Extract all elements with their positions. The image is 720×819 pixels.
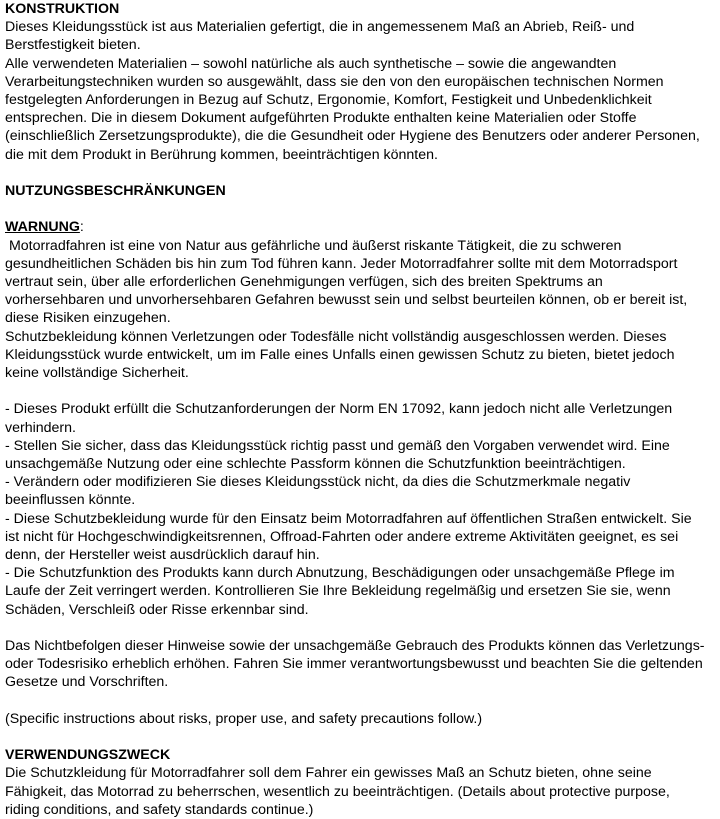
text-line: ist nicht für Hochgeschwindigkeitsrennen, Offroad-Fahrten oder andere extreme Aktivitäten geeignet, es sei bbox=[5, 528, 679, 545]
section-heading: VERWENDUNGSZWECK bbox=[5, 747, 171, 764]
paragraph-spacer bbox=[5, 382, 716, 400]
text-line: diese Risiken einzugehen. bbox=[5, 310, 171, 327]
text-line: (Specific instructions about risks, proper use, and safety precautions follow.) bbox=[5, 710, 483, 727]
text-line: Das Nichtbefolgen dieser Hinweise sowie der unsachgemäße Gebrauch des Produkts können das Verletzungs- bbox=[5, 638, 705, 655]
warning-line bbox=[5, 218, 716, 236]
text-line: Motorradfahren ist eine von Natur aus gefährliche und äußerst riskante Tätigkeit, die zu schweren bbox=[5, 237, 622, 254]
text-line: - Diese Schutzbekleidung wurde für den Einsatz beim Motorradfahren auf öffentlichen Straßen entwickelt. Sie bbox=[5, 510, 692, 527]
text-line: keine vollständige Sicherheit. bbox=[5, 365, 189, 382]
paragraph-spacer bbox=[5, 619, 716, 637]
text-line: Alle verwendeten Materialien – sowohl natürliche als auch synthetische – sowie die angewandten bbox=[5, 55, 617, 72]
text-line: entsprechen. Die in diesem Dokument aufgeführten Produkte enthalten keine Materialien oder Stoffe bbox=[5, 110, 637, 127]
text-line: Dieses Kleidungsstück ist aus Materialien gefertigt, die in angemessenem Maß an Abrieb, Reiß- und bbox=[5, 19, 635, 36]
text-line: gesundheitlichen Schäden bis hin zum Tod führen kann. Jeder Motorradfahrer sollte mit dem Motorradsport bbox=[5, 255, 678, 272]
text-line: Berstfestigkeit bieten. bbox=[5, 37, 141, 54]
text-line: oder Todesrisiko erheblich erhöhen. Fahren Sie immer verantwortungsbewusst und beachten Sie die geltenden bbox=[5, 656, 703, 673]
section-heading: NUTZUNGSBESCHRÄNKUNGEN bbox=[5, 183, 226, 200]
text-line: Gesetze und Vorschriften. bbox=[5, 674, 169, 691]
paragraph-spacer bbox=[5, 692, 716, 710]
text-line: Die Schutzkleidung für Motorradfahrer soll dem Fahrer ein gewisses Maß an Schutz bieten, ohne seine bbox=[5, 765, 652, 782]
text-line: die mit dem Produkt in Berührung kommen, beeinträchtigen könnten. bbox=[5, 146, 438, 163]
text-line: vorhersehbaren und unvorhersehbaren Gefahren bewusst sein und selbst beurteilen können, ob er bereit ist, bbox=[5, 292, 688, 309]
text-line: vertraut sein, über alle erforderlichen Genehmigungen verfügen, sich des breiten Spektrums an bbox=[5, 274, 603, 291]
text-line: denn, der Hersteller weist ausdrücklich darauf hin. bbox=[5, 547, 320, 564]
paragraph-spacer bbox=[5, 164, 716, 182]
text-line: Laufe der Zeit verringert werden. Kontrollieren Sie Ihre Bekleidung regelmäßig und ersetzen Sie sie, wenn bbox=[5, 583, 671, 600]
text-line: beeinflussen könnte. bbox=[5, 492, 136, 509]
text-line: - Die Schutzfunktion des Produkts kann durch Abnutzung, Beschädigungen oder unsachgemäße Pflege im bbox=[5, 565, 675, 582]
warning-label: WARNUNG bbox=[5, 219, 80, 236]
text-line: Schutzbekleidung können Verletzungen oder Todesfälle nicht vollständig ausgeschlossen werden. Dieses bbox=[5, 328, 667, 345]
text-line: Verarbeitungstechniken wurden so ausgewählt, dass sie den von den europäischen technischen Normen bbox=[5, 73, 664, 90]
text-line: (einschließlich Zersetzungsprodukte), die die Gesundheit oder Hygiene des Benutzers oder anderer Personen, bbox=[5, 128, 700, 145]
section-nutzungsbeschraenkungen bbox=[5, 182, 716, 728]
text-line: - Verändern oder modifizieren Sie dieses Kleidungsstück nicht, da dies die Schutzmerkmale negativ bbox=[5, 474, 631, 491]
text-line: riding conditions, and safety standards continue.) bbox=[5, 801, 314, 818]
text-line: verhindern. bbox=[5, 419, 76, 436]
section-heading: KONSTRUKTION bbox=[5, 1, 120, 17]
warning-colon: : bbox=[79, 219, 84, 236]
paragraph-spacer bbox=[5, 200, 716, 218]
section-konstruktion bbox=[5, 0, 716, 164]
text-line: - Dieses Produkt erfüllt die Schutzanforderungen der Norm EN 17092, kann jedoch nicht alle Verletzungen bbox=[5, 401, 673, 418]
section-verwendungszweck bbox=[5, 746, 716, 819]
text-line: Kleidungsstück wurde entwickelt, um im Falle eines Unfalls einen gewissen Schutz zu bieten, bietet jedoch bbox=[5, 346, 675, 363]
text-line: unsachgemäße Nutzung oder eine schlechte Passform können die Schutzfunktion beeinträchtigen. bbox=[5, 456, 626, 473]
text-line: Fähigkeit, das Motorrad zu beherrschen, wesentlich zu beeinträchtigen. (Details about protective purpose, bbox=[5, 783, 670, 800]
text-line: Schäden, Verschleiß oder Risse erkennbar sind. bbox=[5, 601, 309, 618]
paragraph-spacer bbox=[5, 728, 716, 746]
text-line: festgelegten Anforderungen in Bezug auf Schutz, Ergonomie, Komfort, Festigkeit und Unbedenklichkeit bbox=[5, 92, 652, 109]
text-line: - Stellen Sie sicher, dass das Kleidungsstück richtig passt und gemäß den Vorgaben verwendet wird. Eine bbox=[5, 437, 670, 454]
